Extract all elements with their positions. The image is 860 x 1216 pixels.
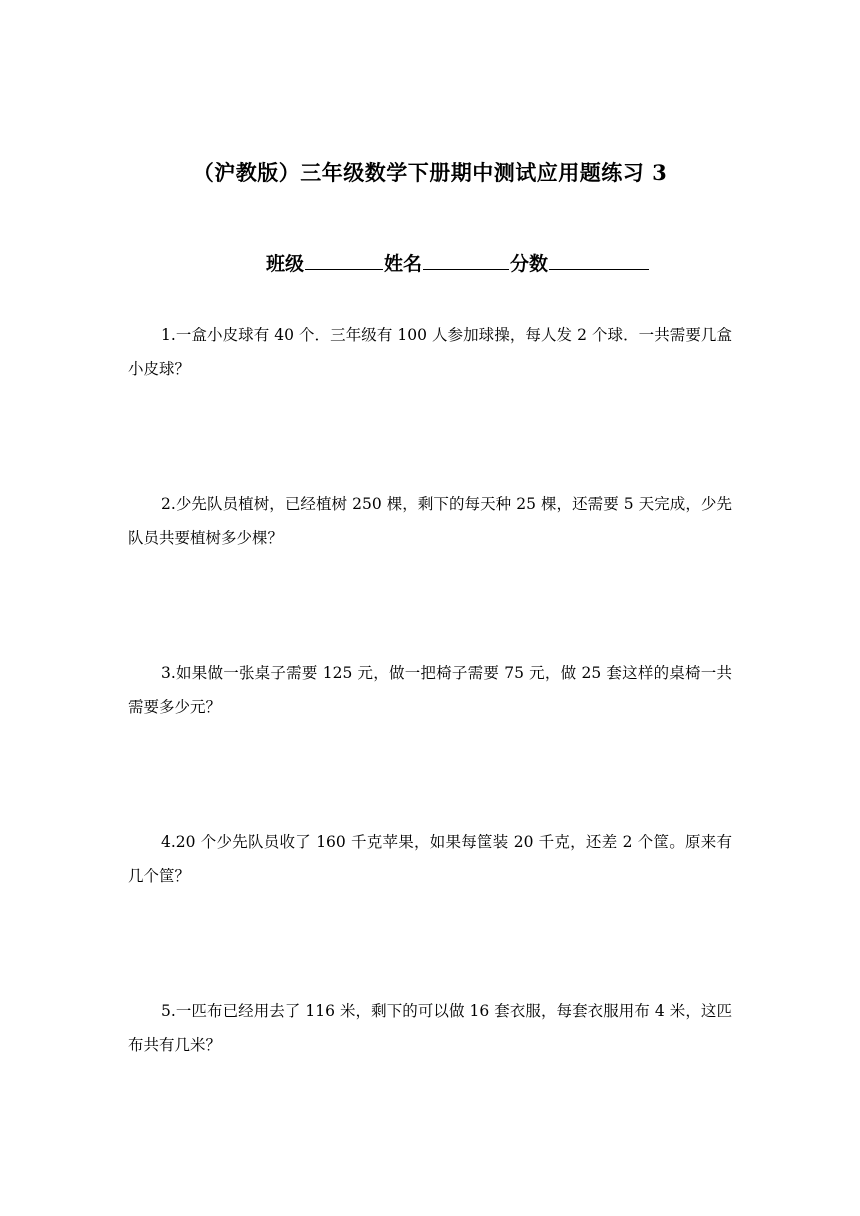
score-blank [549, 249, 649, 270]
name-blank [423, 249, 509, 270]
question-1: 1.一盒小皮球有 40 个．三年级有 100 人参加球操，每人发 2 个球．一共需要几盒小皮球？ [128, 326, 732, 378]
question-3: 3.如果做一张桌子需要 125 元，做一把椅子需要 75 元，做 25 套这样的桌椅一共需要多少元？ [128, 664, 732, 716]
class-blank [305, 249, 383, 270]
class-label: 班级 [265, 253, 304, 275]
student-info-line [0, 249, 860, 279]
score-label: 分数 [510, 253, 549, 275]
question-5: 5.一匹布已经用去了 116 米，剩下的可以做 16 套衣服，每套衣服用布 4 米，这匹布共有几米？ [128, 1002, 732, 1054]
question-2: 2.少先队员植树，已经植树 250 棵，剩下的每天种 25 棵，还需要 5 天完成，少先队员共要植树多少棵？ [128, 495, 732, 547]
worksheet-title: （沪教版）三年级数学下册期中测试应用题练习 3 [192, 160, 668, 185]
name-label: 姓名 [383, 253, 422, 275]
question-4: 4.20 个少先队员收了 160 千克苹果，如果每筐装 20 千克，还差 2 个筐。原来有几个筐？ [128, 833, 732, 885]
